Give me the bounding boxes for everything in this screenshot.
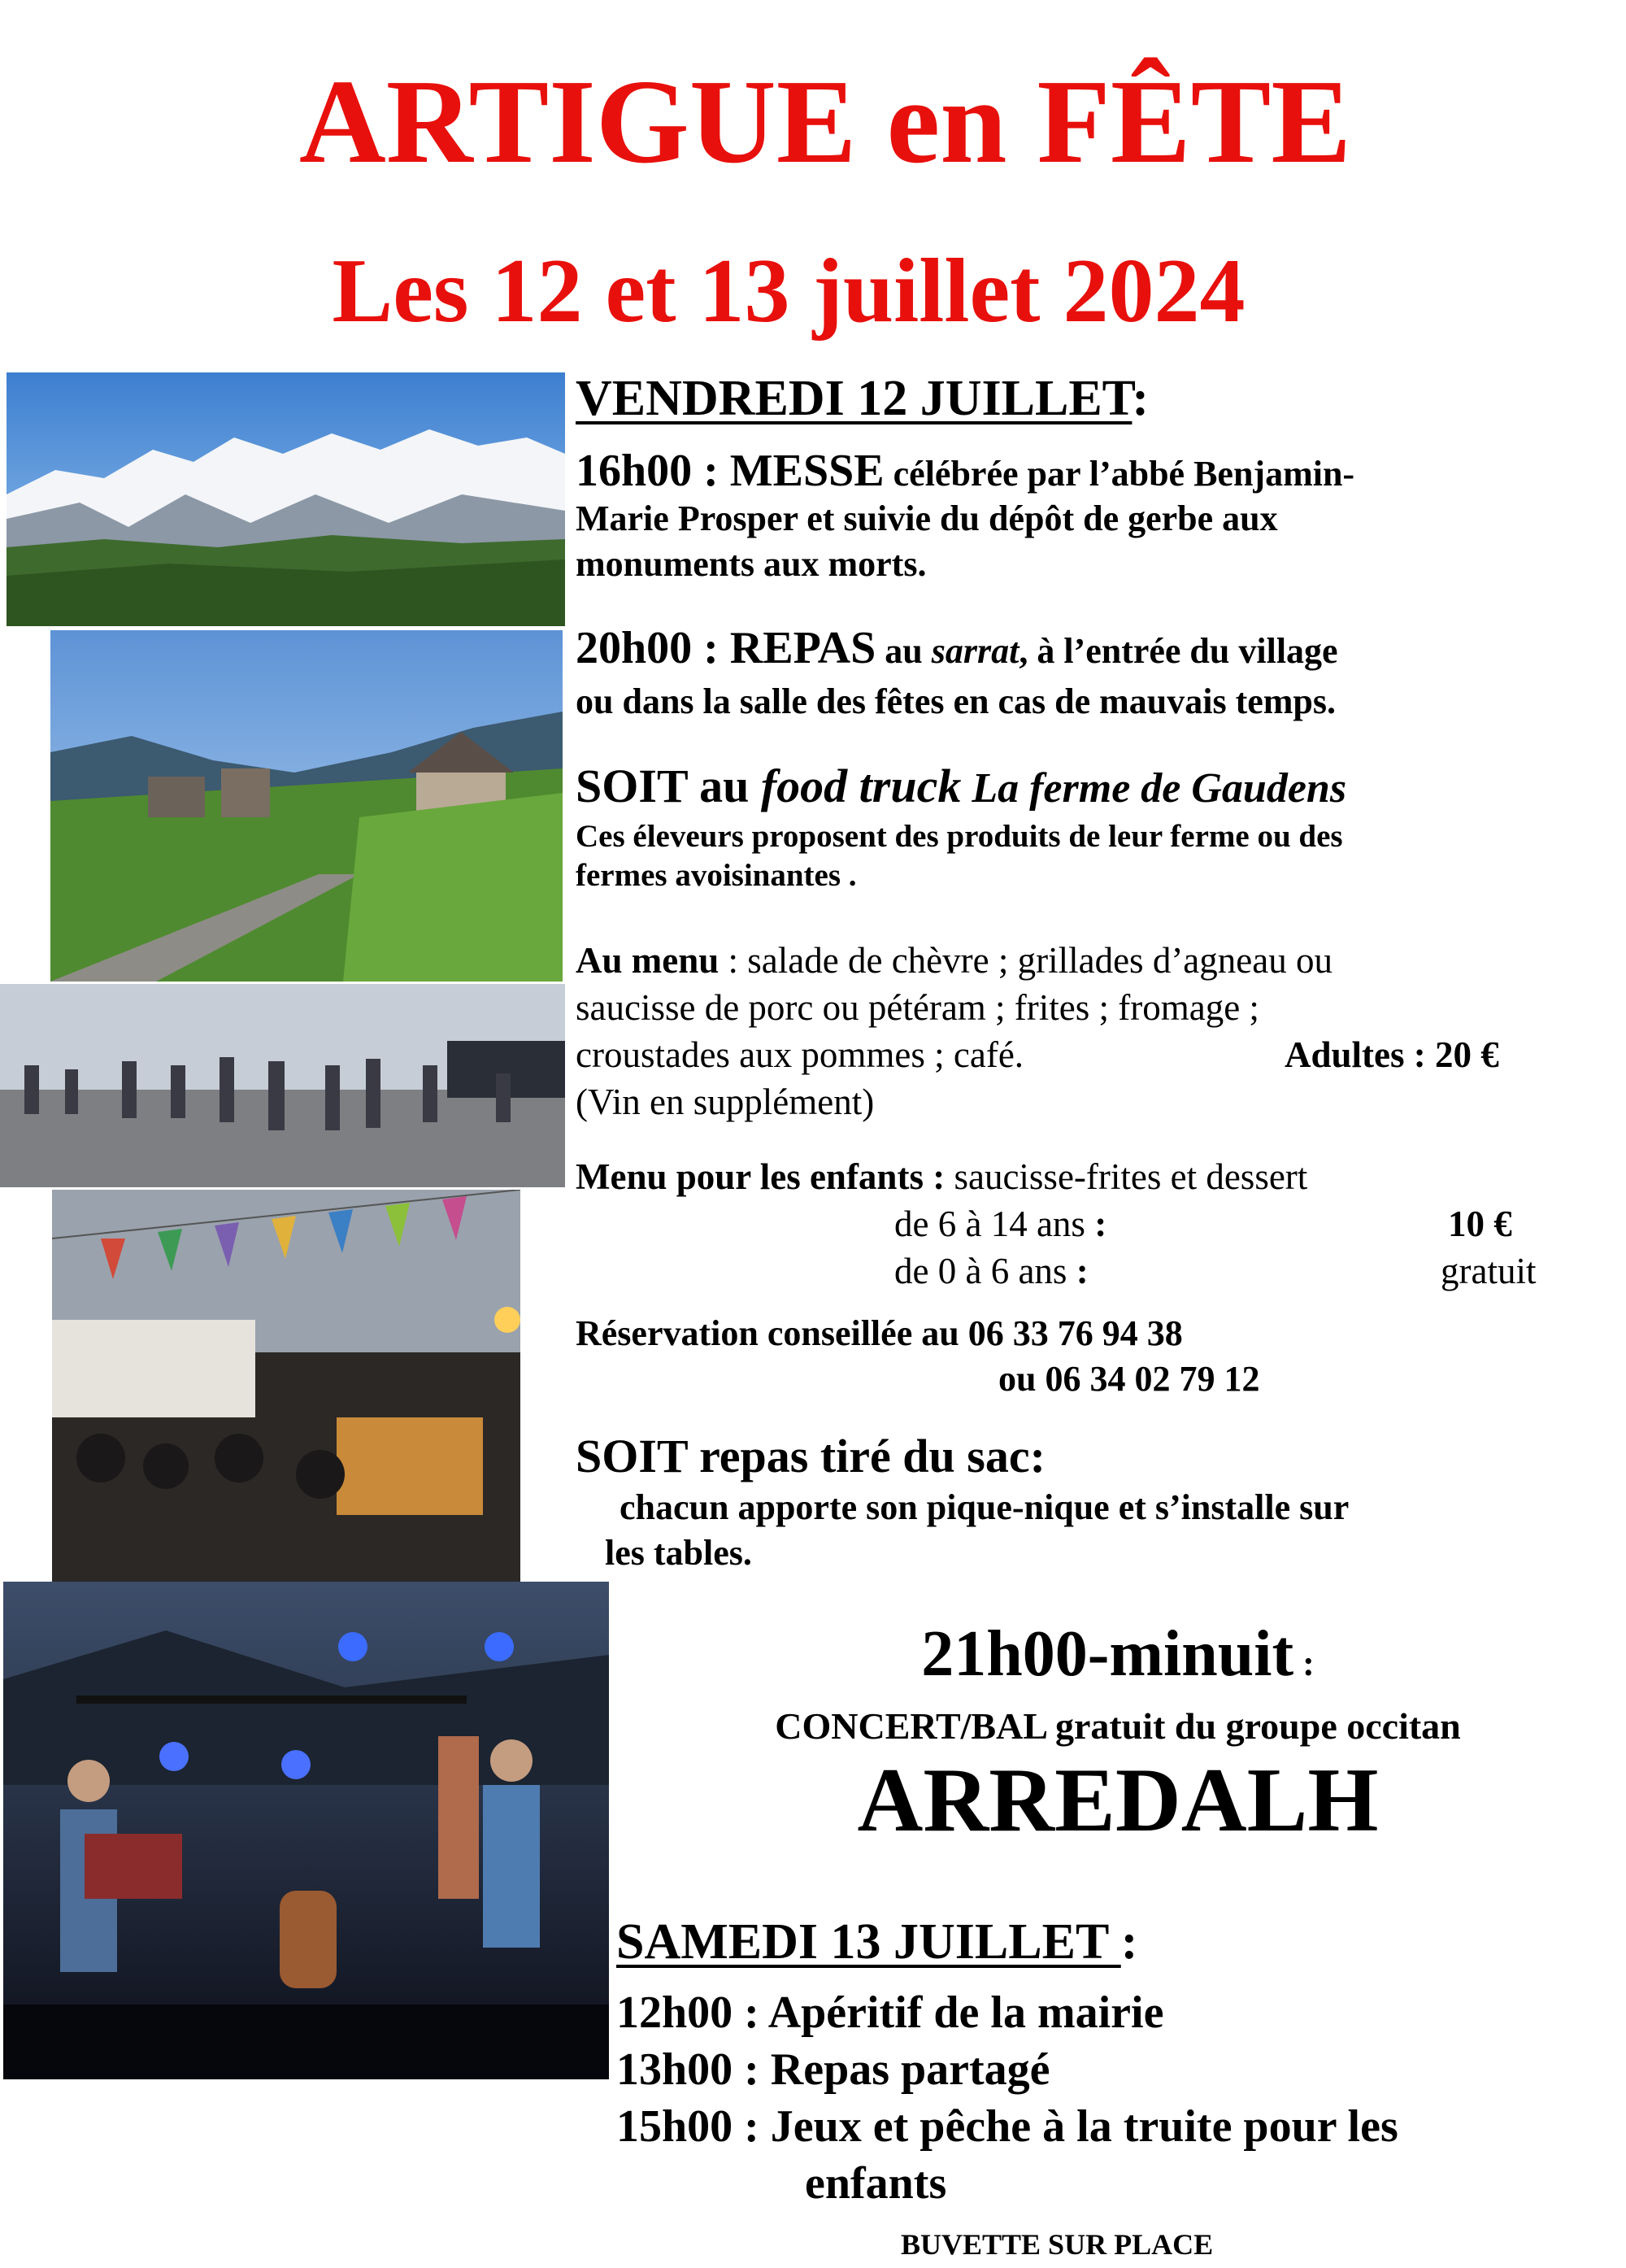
- village-photo: [50, 630, 563, 982]
- saturday-item-1: 12h00 : Apéritif de la mairie: [616, 1987, 1164, 2038]
- concert-stage-photo: [3, 1582, 609, 2079]
- evening-market-photo: [52, 1190, 520, 1582]
- mountain-panorama-photo: [7, 372, 565, 626]
- meal-time: 20h00 : REPAS: [576, 623, 876, 673]
- saturday-item-3-cont: enfants: [805, 2158, 947, 2209]
- foodtruck-block: [576, 758, 1346, 895]
- kids-menu-text: saucisse-frites et dessert: [945, 1156, 1308, 1197]
- menu-line-4: (Vin en supplément): [576, 1082, 875, 1122]
- festival-crowd-photo: [0, 984, 565, 1187]
- buvette-note: BUVETTE SUR PLACE: [901, 2228, 1214, 2261]
- saturday-schedule: [616, 1984, 1398, 2212]
- concert-time: 21h00-minuit: [921, 1618, 1294, 1690]
- saturday-item-3: 15h00 : Jeux et pêche à la truite pour les: [616, 2101, 1398, 2152]
- reservation-line-2: ou 06 34 02 79 12: [998, 1359, 1260, 1399]
- picnic-line-1: chacun apporte son pique-nique et s’installe sur: [620, 1487, 1350, 1527]
- event-dates: Les 12 et 13 juillet 2024: [332, 241, 1246, 342]
- menu-line-2: saucisse de porc ou pétéram ; frites ; fromage ;: [576, 987, 1259, 1028]
- kids-menu-block: [576, 1153, 1600, 1295]
- mass-line-1: célébrée par l’abbé Benjamin-: [884, 454, 1355, 494]
- picnic-heading-colon: :: [1029, 1430, 1046, 1482]
- foodtruck-italic: food truck: [760, 760, 962, 812]
- meal-line-2: ou dans la salle des fêtes en cas de mauvais temps.: [576, 681, 1337, 721]
- mass-block: [576, 446, 1355, 587]
- foodtruck-name: La ferme de Gaudens: [961, 765, 1347, 812]
- friday-heading-text: VENDREDI 12 JUILLET: [576, 371, 1133, 426]
- adults-price: : 20 €: [1404, 1034, 1499, 1075]
- menu-line-3: croustades aux pommes ; café.: [576, 1034, 1024, 1075]
- meal-line-1-italic: sarrat: [931, 631, 1020, 671]
- menu-line-1: : salade de chèvre ; grillades d’agneau ou: [719, 940, 1333, 981]
- kids-age-row-1: de 6 à 14 ans :: [894, 1204, 1107, 1244]
- meal-block: [576, 620, 1338, 724]
- kids-price-row-2: gratuit: [1441, 1251, 1537, 1291]
- mass-line-2: Marie Prosper et suivie du dépôt de gerbe aux: [576, 498, 1278, 538]
- picnic-line-2: les tables.: [605, 1533, 752, 1573]
- meal-line-1a: au: [876, 631, 932, 671]
- adults-label: Adultes: [1285, 1034, 1405, 1075]
- meal-line-1b: , à l’entrée du village: [1019, 631, 1338, 671]
- reservation-line-1: Réservation conseillée au 06 33 76 94 38: [576, 1313, 1183, 1353]
- saturday-item-2: 13h00 : Repas partagé: [616, 2044, 1050, 2095]
- foodtruck-soit: SOIT au: [576, 760, 761, 812]
- friday-heading: [576, 369, 1149, 428]
- kids-menu-label: Menu pour les enfants :: [576, 1156, 946, 1197]
- mass-time: 16h00 : MESSE: [576, 446, 885, 496]
- picnic-heading: SOIT repas tiré du sac: [576, 1430, 1030, 1482]
- concert-line: CONCERT/BAL gratuit du groupe occitan: [775, 1705, 1461, 1747]
- kids-age-row-2: de 0 à 6 ans :: [894, 1251, 1089, 1291]
- foodtruck-line-1: Ces éleveurs proposent des produits de leur ferme ou des: [576, 819, 1343, 854]
- reservation-block: [576, 1311, 1259, 1402]
- saturday-heading-text: SAMEDI 13 JUILLET: [616, 1914, 1121, 1970]
- foodtruck-line-2: fermes avoisinantes .: [576, 858, 857, 893]
- menu-label: Au menu: [576, 940, 720, 981]
- menu-block: [576, 937, 1535, 1125]
- page-title: ARTIGUE en FÊTE: [298, 55, 1352, 189]
- friday-heading-colon: :: [1132, 371, 1150, 426]
- saturday-heading-colon: :: [1120, 1914, 1138, 1970]
- concert-time-colon: :: [1293, 1643, 1315, 1683]
- band-name: ARREDALH: [857, 1750, 1379, 1851]
- saturday-heading: [616, 1913, 1137, 1971]
- kids-price-row-1: 10 €: [1448, 1204, 1512, 1244]
- mass-line-3: monuments aux morts.: [576, 544, 927, 584]
- concert-block: [610, 1617, 1626, 1851]
- picnic-block: [576, 1428, 1349, 1576]
